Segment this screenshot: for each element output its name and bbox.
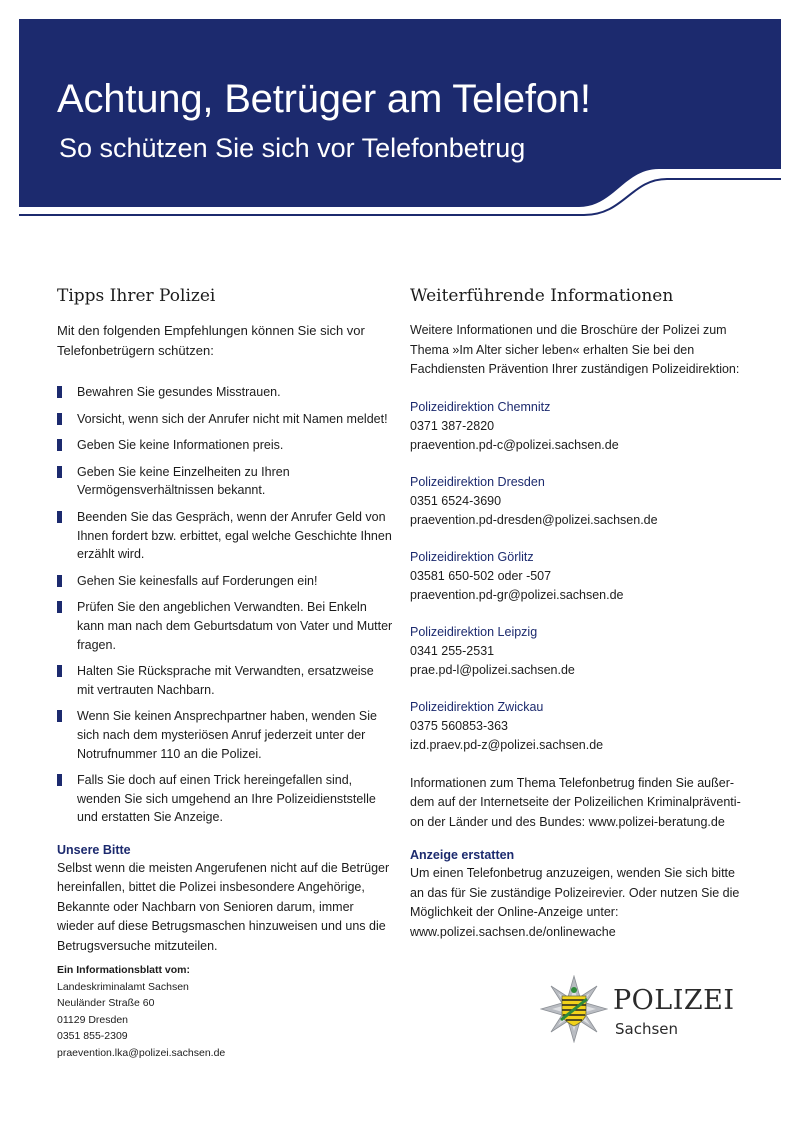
tip-text: Geben Sie keine Informationen preis. [77,438,284,453]
office-phone: 0375 560853-363 [410,718,509,733]
tips-heading: Tipps Ihrer Polizei [57,286,216,306]
office-name: Polizeidirektion Dresden [410,474,545,489]
tip-item [57,410,393,429]
bullet-marker-icon [57,774,62,786]
info-column [410,286,750,942]
page-subtitle: So schützen Sie sich vor Telefonbetrug [59,133,526,163]
tips-column [57,286,393,956]
bullet-marker-icon [57,466,62,478]
tip-text: Vorsicht, wenn sich der Anrufer nicht mit Namen meldet! [77,411,388,426]
bullet-marker-icon [57,601,62,613]
bullet-marker-icon [57,511,62,523]
office-dresden [410,473,750,530]
report-heading: Anzeige erstatten [410,848,515,862]
tip-text: Beenden Sie das Gespräch, wenn der Anrufer Geld von Ihnen fordert bzw. erbittet, egal welche Geschichte Ihnen erzählt wird. [77,509,392,562]
office-name: Polizeidirektion Görlitz [410,549,534,564]
imprint-line: 01129 Dresden [57,1013,129,1026]
header-banner [19,19,781,229]
banner-background [19,19,781,229]
office-leipzig [410,623,750,680]
report-text: Um einen Telefonbetrug anzuzeigen, wenden Sie sich bitte an das für Sie zuständige Polizeirevier. Oder nutzen Sie die Möglichkeit der Online-Anzeige unter: www.polizei.sachsen.de/onlinewache [410,866,740,939]
tip-item [57,707,393,763]
office-email-link[interactable]: izd.praev.pd-z@polizei.sachsen.de [410,737,604,752]
logo-state-name: Sachsen [615,1020,679,1038]
bullet-marker-icon [57,575,62,587]
office-email-link[interactable]: prae.pd-l@polizei.sachsen.de [410,662,575,677]
tip-item [57,662,393,699]
imprint-line: 0351 855-2309 [57,1030,128,1042]
tip-item [57,463,393,500]
tip-text: Bewahren Sie gesundes Misstrauen. [77,385,281,399]
bullet-marker-icon [57,665,62,677]
request-text: Selbst wenn die meisten Angerufenen nicht auf die Betrüger hereinfallen, bittet die Polizei insbesondere Angehörige, Bekannte oder Nachbarn von Senioren darum, immer wieder auf diese Betrugsmaschen hinzuweisen und uns die Betrugsversuche mitzuteilen. [57,860,390,953]
office-email-link[interactable]: praevention.pd-gr@polizei.sachsen.de [410,587,624,602]
request-heading: Unsere Bitte [57,842,131,857]
office-phone: 0371 387-2820 [410,418,495,433]
tip-text: Halten Sie Rücksprache mit Verwandten, ersatzweise mit vertrauten Nachbarn. [77,664,374,697]
polizei-sachsen-logo [540,975,750,1055]
office-email-link[interactable]: praevention.pd-c@polizei.sachsen.de [410,437,619,452]
tip-text: Prüfen Sie den angeblichen Verwandten. Bei Enkeln kann man nach dem Geburtsdatum von Vater und Mutter fragen. [77,600,393,652]
logo-wordmark: POLIZEI [613,985,735,1016]
bullet-marker-icon [57,710,62,722]
info-intro: Weitere Informationen und die Broschüre der Polizei zum Thema »Im Alter sicher leben« erhalten Sie bei den Fachdiensten Prävention Ihrer zuständigen Polizeidirektion: [410,323,740,376]
info-heading: Weiterführende Informationen [410,286,674,306]
bullet-marker-icon [57,386,62,398]
office-phone: 0341 255-2531 [410,643,495,658]
office-name: Polizeidirektion Chemnitz [410,399,551,414]
imprint-email-link[interactable]: praevention.lka@polizei.sachsen.de [57,1046,226,1059]
imprint [57,962,357,1061]
bullet-marker-icon [57,439,62,451]
tip-item [57,383,393,402]
office-phone: 03581 650-502 oder -507 [410,568,552,583]
page-title: Achtung, Betrüger am Telefon! [57,77,591,121]
tip-item [57,508,393,564]
tip-item [57,598,393,654]
tip-text: Geben Sie keine Einzelheiten zu Ihren Vermögensverhältnissen bekannt. [77,464,290,498]
tip-text: Falls Sie doch auf einen Trick hereingefallen sind, wenden Sie sich umgehend an Ihre Polizeidienststelle und erstatten Sie Anzeige. [77,773,376,825]
office-name: Polizeidirektion Zwickau [410,699,544,714]
office-phone: 0351 6524-3690 [410,493,502,508]
tip-text: Wenn Sie keinen Ansprechpartner haben, wenden Sie sich nach dem mysteriösen Anruf jederzeit unter der Notrufnummer 110 an die Polizei. [77,709,377,761]
tip-item [57,572,393,591]
office-goerlitz [410,548,750,605]
tip-item [57,771,393,827]
tip-item [57,436,393,455]
bullet-marker-icon [57,413,62,425]
imprint-line: Neuländer Straße 60 [57,997,155,1009]
info-text: Informationen zum Thema Telefonbetrug finden Sie außerdem auf der Internetseite der Polizeilichen Kriminalprävention der Länder und des Bundes: www.polizei-beratung.de [410,775,741,829]
office-chemnitz [410,398,750,455]
office-email-link[interactable]: praevention.pd-dresden@polizei.sachsen.de [410,512,658,527]
tip-text: Gehen Sie keinesfalls auf Forderungen ein! [77,573,318,588]
tips-list [57,383,393,827]
tips-intro: Mit den folgenden Empfehlungen können Sie sich vor Telefonbetrügern schützen: [57,323,365,358]
office-name: Polizeidirektion Leipzig [410,624,538,639]
imprint-line: Landeskriminalamt Sachsen [57,980,189,993]
imprint-heading: Ein Informationsblatt vom: [57,964,191,976]
police-star-icon [540,975,608,1043]
office-zwickau [410,698,750,755]
